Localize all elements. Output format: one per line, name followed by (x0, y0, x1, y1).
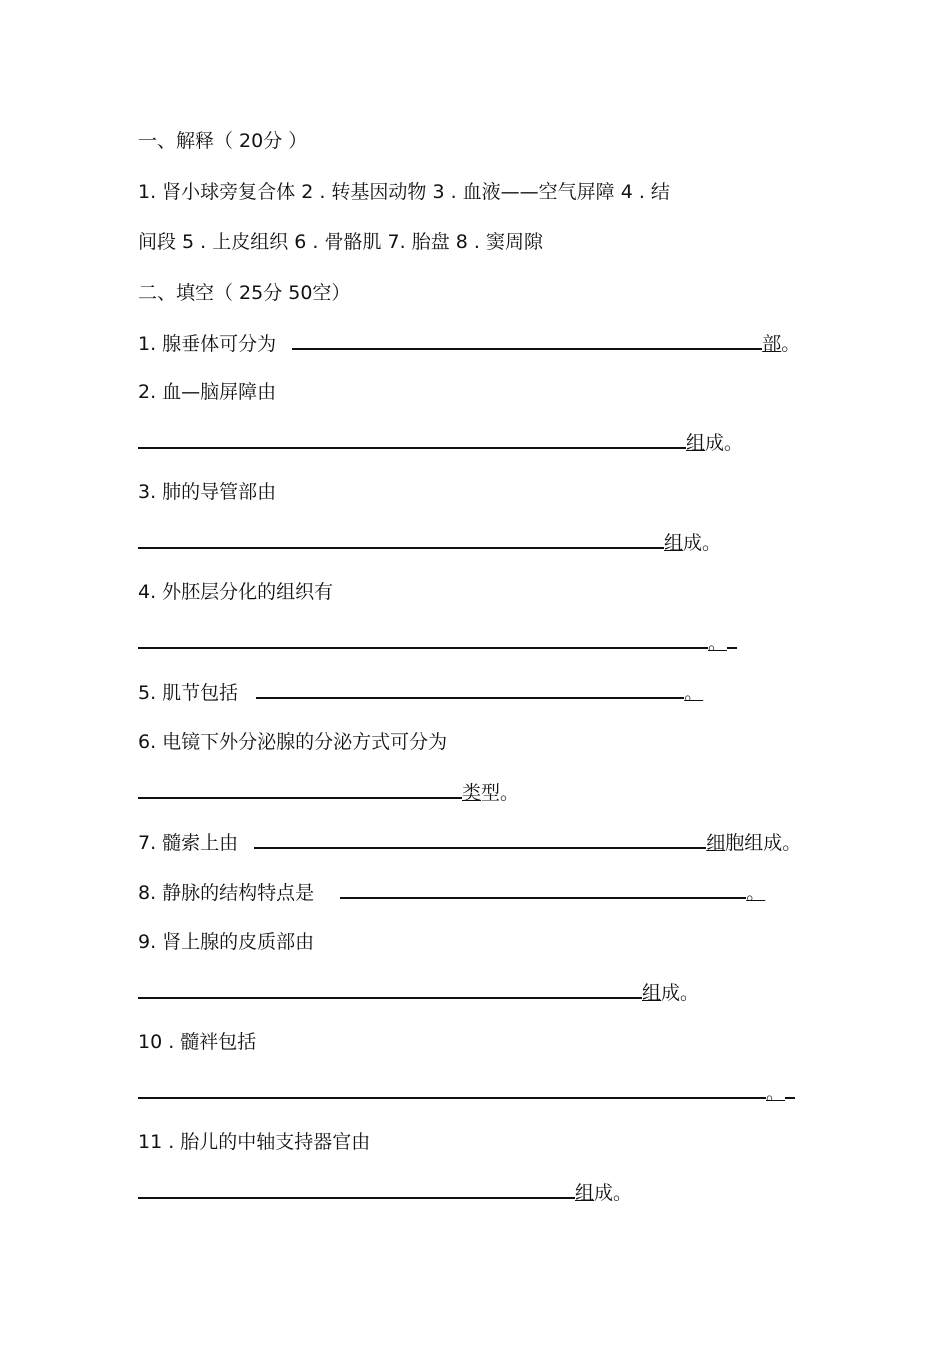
question-prompt: 7. 髓索上由 (138, 832, 239, 854)
question-10: 10 . 髓袢包括 (138, 1031, 257, 1053)
question-11: 11 . 胎儿的中轴支持器官由 (138, 1131, 371, 1153)
question-5: 5. 肌节包括 。 (138, 679, 703, 706)
section1-terms-line2: 间段 5 . 上皮组织 6 . 骨骼肌 7. 胎盘 8 . 窦周隙 (138, 231, 543, 253)
answer-blank[interactable] (138, 779, 462, 799)
question-9: 9. 肾上腺的皮质部由 (138, 931, 315, 953)
section2-heading: 二、填空（ 25分 50空） (138, 282, 351, 304)
question-7: 7. 髓索上由 细胞组成。 (138, 829, 801, 856)
question-3-answer: 组成。 (138, 529, 721, 556)
question-11-answer: 组成。 (138, 1179, 632, 1206)
answer-blank[interactable] (292, 330, 762, 350)
answer-blank[interactable] (340, 879, 746, 899)
question-4: 4. 外胚层分化的组织有 (138, 581, 334, 603)
answer-blank[interactable] (138, 629, 708, 649)
answer-blank[interactable] (138, 429, 686, 449)
question-1: 1. 腺垂体可分为 部。 (138, 330, 800, 357)
section1-terms-line1: 1. 肾小球旁复合体 2 . 转基因动物 3 . 血液——空气屏障 4 . 结 (138, 181, 670, 203)
question-6-answer: 类型。 (138, 779, 519, 806)
answer-blank[interactable] (138, 529, 664, 549)
answer-blank[interactable] (138, 1079, 766, 1099)
question-9-answer: 组成。 (138, 979, 699, 1006)
question-prompt: 1. 腺垂体可分为 (138, 333, 277, 355)
answer-blank[interactable] (138, 1179, 575, 1199)
section1-heading: 一、解释（ 20分 ） (138, 130, 308, 152)
question-4-answer: 。 (138, 629, 737, 656)
question-2: 2. 血—脑屏障由 (138, 381, 277, 403)
answer-blank[interactable] (256, 679, 684, 699)
question-prompt: 8. 静脉的结构特点是 (138, 882, 315, 904)
question-6: 6. 电镜下外分泌腺的分泌方式可分为 (138, 731, 448, 753)
answer-blank[interactable] (254, 829, 706, 849)
question-2-answer: 组成。 (138, 429, 743, 456)
question-8: 8. 静脉的结构特点是 。 (138, 879, 765, 906)
question-3: 3. 肺的导管部由 (138, 481, 277, 503)
answer-blank[interactable] (138, 979, 642, 999)
question-prompt: 5. 肌节包括 (138, 682, 239, 704)
question-10-answer: 。 (138, 1079, 795, 1106)
